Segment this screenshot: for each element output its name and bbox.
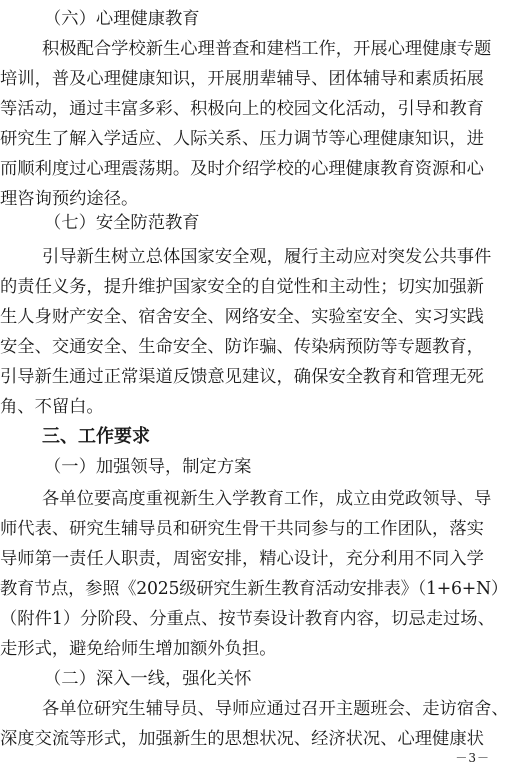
paragraph-line: 理咨询预约途径。 [0,189,139,209]
paragraph-line: 走形式，避免给师生增加额外负担。 [0,639,277,659]
part-heading: 三、工作要求 [42,426,150,447]
subsection-heading-2: （二）深入一线，强化关怀 [44,669,252,689]
paragraph-line: 培训，普及心理健康知识，开展朋辈辅导、团体辅导和素质拓展 [0,69,484,89]
paragraph-line: 生人身财产安全、宿舍安全、网络安全、实验室安全、实习实践 [0,307,484,327]
section-heading-6: （六）心理健康教育 [44,9,200,29]
paragraph-line: 而顺利度过心理震荡期。及时介绍学校的心理健康教育资源和心 [0,159,484,179]
paragraph-line: 导师第一责任人职责，周密安排，精心设计，充分利用不同入学 [0,549,484,569]
paragraph-line: 引导新生树立总体国家安全观，履行主动应对突发公共事件 [42,247,492,267]
paragraph-line: 引导新生通过正常渠道反馈意见建议，确保安全教育和管理无死 [0,367,484,387]
section-heading-7: （七）安全防范教育 [44,213,200,233]
subsection-heading-1: （一）加强领导，制定方案 [44,457,252,477]
paragraph-line: 等活动，通过丰富多彩、积极向上的校园文化活动，引导和教育 [0,99,484,119]
paragraph-line: 各单位研究生辅导员、导师应通过召开主题班会、走访宿舍、 [42,699,509,719]
paragraph-line: （附件1）分阶段、分重点、按节奏设计教育内容，切忌走过场、 [0,609,495,629]
paragraph-line: 积极配合学校新生心理普查和建档工作，开展心理健康专题 [42,39,492,59]
paragraph-line: 的责任义务，提升维护国家安全的自觉性和主动性；切实加强新 [0,277,484,297]
paragraph-line: 深度交流等形式，加强新生的思想状况、经济状况、心理健康状 [0,729,484,749]
paragraph-line: 师代表、研究生辅导员和研究生骨干共同参与的工作团队，落实 [0,519,484,539]
paragraph-line: 角、不留白。 [0,397,104,417]
paragraph-line: 各单位要高度重视新生入学教育工作，成立由党政领导、导 [42,489,492,509]
paragraph-line: 研究生了解入学适应、人际关系、压力调节等心理健康知识，进 [0,129,484,149]
page-number: －3－ [455,751,490,765]
paragraph-line: 教育节点，参照《2025级研究生新生教育活动安排表》（1+6+N） [0,579,508,599]
paragraph-line: 安全、交通安全、生命安全、防诈骗、传染病预防等专题教育， [0,337,484,357]
